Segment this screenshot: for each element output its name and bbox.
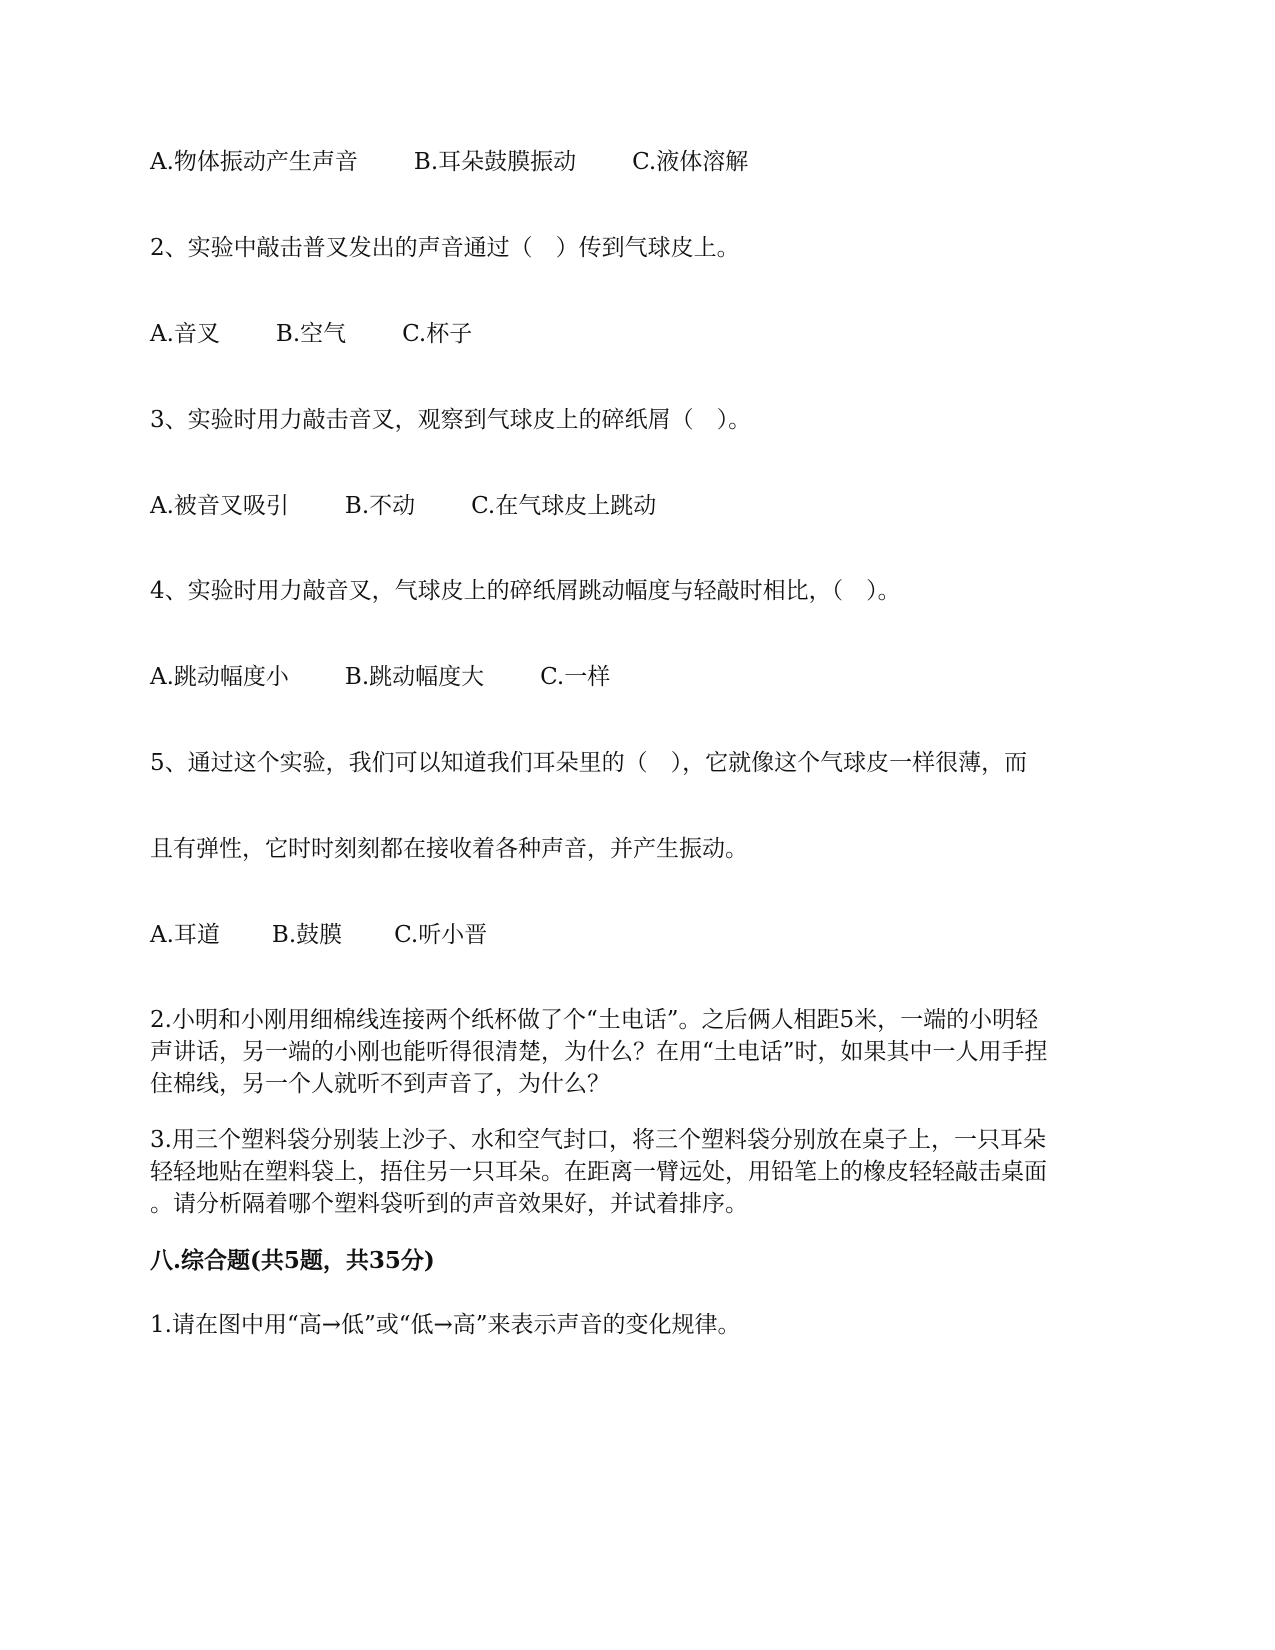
q4-option-c: C.一样 [540, 664, 611, 690]
q2-option-c: C.杯子 [402, 321, 473, 347]
q5-stem-line1: 5、通过这个实验，我们可以知道我们耳朵里的（ ），它就像这个气球皮一样很薄，而 [150, 750, 1028, 776]
essay-2-line-1: 2.小明和小刚用细棉线连接两个纸杯做了个“土电话”。之后俩人相距5米，一端的小明轻 [150, 1007, 1039, 1033]
q3-option-b: B.不动 [344, 493, 416, 519]
q4-option-a: A.跳动幅度小 [150, 664, 289, 690]
q4-option-b: B.跳动幅度大 [344, 664, 485, 690]
q1-option-c: C.液体溶解 [632, 149, 749, 175]
q1-options [150, 146, 748, 178]
essay-2-line-3: 住棉线，另一个人就听不到声音了，为什么？ [150, 1071, 610, 1097]
q4-options [150, 661, 610, 693]
q2-option-b: B.空气 [275, 321, 347, 347]
q3-stem: 3、实验时用力敲击音叉，观察到气球皮上的碎纸屑（ ）。 [150, 407, 752, 433]
q1-option-a: A.物体振动产生声音 [150, 149, 358, 175]
q5-option-b: B.鼓膜 [271, 922, 343, 948]
q1-option-b: B.耳朵鼓膜振动 [413, 149, 577, 175]
q2-options [150, 318, 472, 350]
essay-2-line-2: 声讲话，另一端的小刚也能听得很清楚，为什么？在用“土电话”时，如果其中一人用手捏 [150, 1039, 1048, 1065]
q5-stem-line2: 且有弹性，它时时刻刻都在接收着各种声音，并产生振动。 [150, 836, 748, 862]
q5-options [150, 919, 487, 951]
essay-3-line-3: 。请分析隔着哪个塑料袋听到的声音效果好，并试着排序。 [150, 1191, 748, 1217]
q3-options [150, 490, 656, 522]
essay-question-2 [150, 1004, 1130, 1100]
q3-option-a: A.被音叉吸引 [150, 493, 289, 519]
q3-option-c: C.在气球皮上跳动 [471, 493, 657, 519]
q5-option-a: A.耳道 [150, 922, 220, 948]
q5-option-c: C.听小晋 [394, 922, 488, 948]
section-8-question-1: 1.请在图中用“高→低”或“低→高”来表示声音的变化规律。 [150, 1312, 741, 1338]
essay-question-3 [150, 1124, 1130, 1220]
essay-3-line-2: 轻轻地贴在塑料袋上，捂住另一只耳朵。在距离一臂远处，用铅笔上的橡皮轻轻敲击桌面 [150, 1159, 1047, 1185]
essay-3-line-1: 3.用三个塑料袋分别装上沙子、水和空气封口，将三个塑料袋分别放在桌子上，一只耳朵 [150, 1127, 1046, 1153]
q2-stem: 2、实验中敲击普叉发出的声音通过（ ）传到气球皮上。 [150, 235, 740, 261]
q4-stem: 4、实验时用力敲音叉，气球皮上的碎纸屑跳动幅度与轻敲时相比，（ ）。 [150, 578, 901, 604]
q2-option-a: A.音叉 [150, 321, 220, 347]
section-8-title: 八.综合题(共5题，共35分) [150, 1247, 435, 1274]
